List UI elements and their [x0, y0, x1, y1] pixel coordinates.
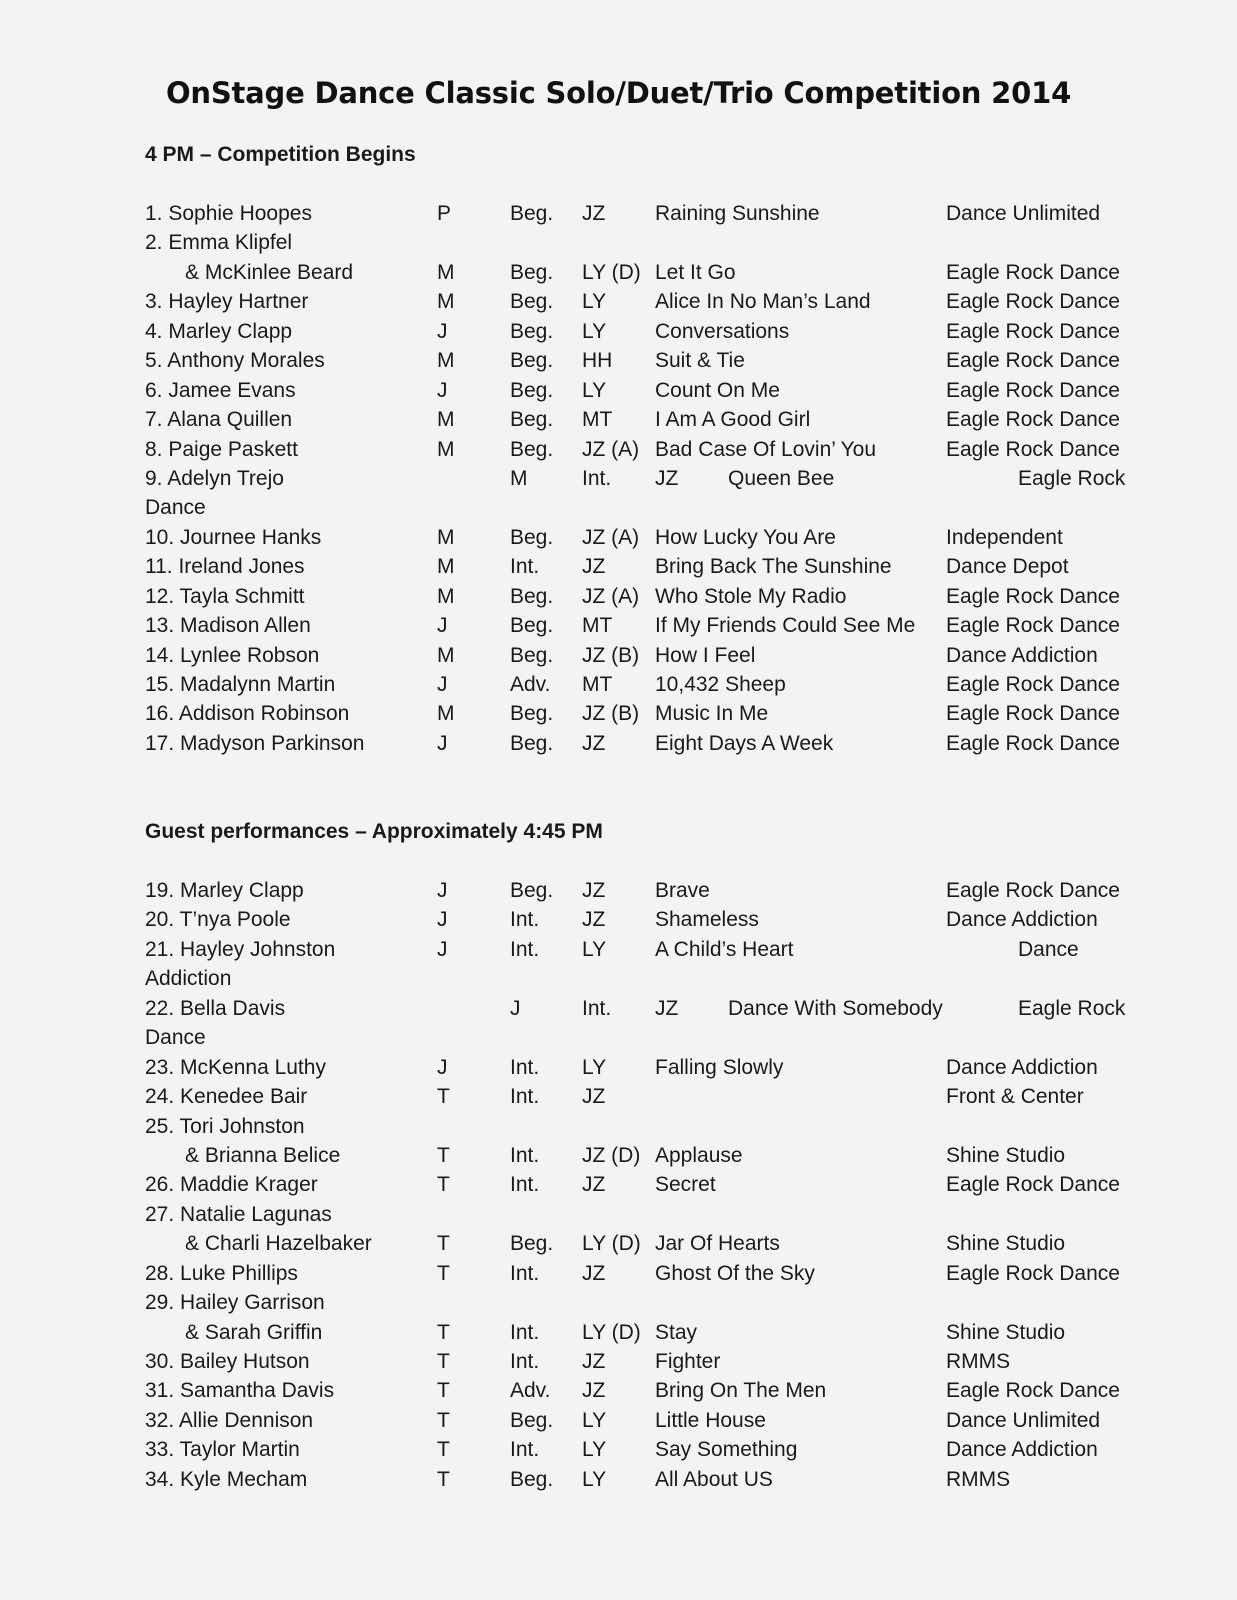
entry-song: 10,432 Sheep	[655, 673, 786, 696]
entry-level: Beg.	[510, 349, 554, 373]
table-row	[0, 611, 1237, 640]
entry-division: M	[437, 408, 455, 432]
entry-studio: Dance Depot	[946, 555, 1069, 579]
entry-level: Adv.	[510, 673, 551, 696]
table-row	[0, 228, 1237, 257]
entry-song: Bring Back The Sunshine	[655, 555, 892, 579]
entry-song: Suit & Tie	[655, 349, 745, 373]
entry-style: HH	[582, 349, 613, 373]
entry-song: Brave	[655, 879, 710, 902]
entry-level: Int.	[510, 1143, 540, 1167]
entry-studio: Eagle Rock Dance	[946, 731, 1120, 755]
entry-level: Beg.	[510, 408, 554, 432]
entry-song: Conversations	[655, 319, 790, 343]
entry-name: 22. Bella Davis	[145, 996, 286, 1020]
entry-style: LY	[582, 378, 607, 402]
entry-style: LY	[582, 1055, 607, 1079]
table-row	[0, 1200, 1237, 1229]
entry-studio: RMMS	[946, 1467, 1011, 1491]
entry-song: I Am A Good Girl	[655, 408, 811, 432]
entry-level: Int.	[582, 466, 612, 490]
entry-style: JZ	[582, 1379, 606, 1403]
entry-name: 25. Tori Johnston	[145, 1114, 305, 1138]
entry-song: Secret	[655, 1173, 716, 1197]
entry-name: 20. T’nya Poole	[145, 908, 291, 932]
entry-song: Who Stole My Radio	[655, 584, 847, 608]
entry-name-wrap: Addiction	[145, 967, 232, 991]
entry-division: T	[437, 1438, 450, 1462]
entry-style: JZ	[582, 1261, 606, 1285]
entry-division: J	[437, 673, 448, 696]
entry-level: Beg.	[510, 319, 554, 343]
entry-studio: Eagle Rock Dance	[946, 349, 1120, 373]
table-row	[0, 1376, 1237, 1405]
entry-division: M	[437, 555, 455, 579]
table-row	[0, 670, 1237, 699]
entry-name: 13. Madison Allen	[145, 614, 311, 638]
entry-name: 14. Lynlee Robson	[145, 643, 320, 667]
entry-studio: Eagle Rock Dance	[946, 437, 1120, 461]
entry-division: J	[437, 1055, 448, 1079]
entry-division: T	[437, 1261, 450, 1285]
table-row	[0, 1259, 1237, 1288]
entry-studio: Dance Addiction	[946, 643, 1098, 667]
entry-song: Raining Sunshine	[655, 202, 820, 225]
entry-division: J	[437, 731, 448, 755]
entry-name: 31. Samantha Davis	[145, 1379, 335, 1403]
entry-studio: Dance Addiction	[946, 908, 1098, 932]
entry-style: JZ	[655, 996, 679, 1020]
entry-level: Int.	[510, 1055, 540, 1079]
entry-name: 6. Jamee Evans	[145, 378, 296, 402]
entry-name: & McKinlee Beard	[185, 260, 354, 284]
entry-song: Bring On The Men	[655, 1379, 827, 1403]
entry-song: Ghost Of the Sky	[655, 1261, 815, 1285]
entry-name: 27. Natalie Lagunas	[145, 1202, 332, 1226]
entry-studio: Eagle Rock Dance	[946, 879, 1120, 902]
entry-division: M	[437, 702, 455, 726]
table-row	[0, 1347, 1237, 1376]
entry-division: T	[437, 1379, 450, 1403]
entry-name: 8. Paige Paskett	[145, 437, 298, 461]
entry-level: Beg.	[510, 614, 554, 638]
entry-level: Adv.	[510, 1379, 551, 1403]
entry-song: Jar Of Hearts	[655, 1232, 780, 1256]
entry-level: Beg.	[510, 1467, 554, 1491]
table-row	[0, 1318, 1237, 1347]
entry-division: J	[437, 908, 448, 932]
section-heading-competition: 4 PM – Competition Begins	[145, 143, 416, 166]
entry-name: 30. Bailey Hutson	[145, 1350, 310, 1373]
table-row	[0, 552, 1237, 581]
entry-style: JZ	[655, 466, 679, 490]
entry-song: Falling Slowly	[655, 1055, 784, 1079]
entry-style: JZ	[582, 1173, 606, 1197]
page-title: OnStage Dance Classic Solo/Duet/Trio Competition 2014	[165, 76, 1072, 110]
entry-style: LY	[582, 1467, 607, 1491]
table-row	[0, 1053, 1237, 1082]
entry-name: 9. Adelyn Trejo	[145, 466, 284, 490]
entry-level: Beg.	[510, 1232, 554, 1256]
entry-division: J	[437, 879, 448, 902]
entry-style: JZ (B)	[582, 702, 640, 726]
entry-song: Fighter	[655, 1350, 721, 1373]
entry-style: JZ	[582, 1350, 606, 1373]
entry-division: M	[437, 643, 455, 667]
entry-division: M	[437, 584, 455, 608]
table-row	[0, 876, 1237, 905]
table-row	[0, 1465, 1237, 1494]
entry-level: Beg.	[510, 643, 554, 667]
entry-division: M	[437, 260, 455, 284]
table-row	[0, 346, 1237, 375]
table-row	[0, 1229, 1237, 1258]
entry-studio: Shine Studio	[946, 1320, 1066, 1344]
entry-name: 21. Hayley Johnston	[145, 937, 336, 961]
entry-song: Say Something	[655, 1438, 798, 1462]
entry-name: & Brianna Belice	[185, 1143, 341, 1167]
entry-division: T	[437, 1320, 450, 1344]
entry-level: Int.	[510, 937, 540, 961]
entry-name: 7. Alana Quillen	[145, 408, 293, 432]
entry-division: M	[510, 466, 528, 490]
entry-style: JZ (B)	[582, 643, 640, 667]
entry-song: Music In Me	[655, 702, 769, 726]
entry-studio: Eagle Rock Dance	[946, 1379, 1120, 1403]
entry-studio: Shine Studio	[946, 1232, 1066, 1256]
entry-level: Int.	[510, 1173, 540, 1197]
table-row	[0, 641, 1237, 670]
entry-division: T	[437, 1467, 450, 1491]
entry-level: Int.	[510, 1350, 540, 1373]
entry-style: JZ (A)	[582, 525, 640, 549]
entry-level: Beg.	[510, 879, 554, 902]
entry-name: 24. Kenedee Bair	[145, 1085, 308, 1109]
entry-studio: RMMS	[946, 1350, 1011, 1373]
entry-name: 5. Anthony Morales	[145, 349, 325, 373]
entry-studio: Eagle Rock Dance	[946, 260, 1120, 284]
entry-name: 33. Taylor Martin	[145, 1438, 300, 1462]
entry-level: Beg.	[510, 290, 554, 314]
entry-style: MT	[582, 673, 613, 696]
entry-level: Beg.	[510, 1408, 554, 1432]
entry-style: LY (D)	[582, 1320, 641, 1344]
table-row	[0, 1141, 1237, 1170]
entry-division: J	[510, 996, 521, 1020]
entry-song: Dance With Somebody	[728, 996, 943, 1020]
entry-division: T	[437, 1173, 450, 1197]
section-heading-guest: Guest performances – Approximately 4:45 PM	[145, 820, 603, 843]
entry-style: LY (D)	[582, 1232, 641, 1256]
entry-style: JZ (A)	[582, 584, 640, 608]
table-row	[0, 1288, 1237, 1317]
entry-style: JZ (D)	[582, 1143, 641, 1167]
table-row	[0, 582, 1237, 611]
entry-song: Alice In No Man’s Land	[655, 290, 871, 314]
entry-studio: Eagle Rock Dance	[946, 1173, 1120, 1197]
entry-name: 4. Marley Clapp	[145, 319, 293, 343]
table-row	[0, 1406, 1237, 1435]
entry-style: JZ	[582, 202, 606, 225]
entry-level: Int.	[582, 996, 612, 1020]
entry-song: If My Friends Could See Me	[655, 614, 916, 638]
entry-name: & Sarah Griffin	[185, 1320, 323, 1344]
table-row	[0, 258, 1237, 287]
table-row	[0, 1112, 1237, 1141]
table-row	[0, 994, 1237, 1023]
entry-style: JZ (A)	[582, 437, 640, 461]
table-row	[0, 287, 1237, 316]
entry-name: 16. Addison Robinson	[145, 702, 350, 726]
entry-level: Beg.	[510, 260, 554, 284]
entry-studio: Dance	[1018, 937, 1079, 961]
entry-style: JZ	[582, 731, 606, 755]
entry-studio: Eagle Rock Dance	[946, 319, 1120, 343]
entry-name: 29. Hailey Garrison	[145, 1291, 325, 1315]
entry-studio: Eagle Rock Dance	[946, 673, 1120, 696]
table-row	[0, 199, 1237, 228]
entry-division: M	[437, 290, 455, 314]
entry-studio: Dance Unlimited	[946, 202, 1101, 225]
entry-division: M	[437, 437, 455, 461]
entry-name-wrap: Dance	[145, 1026, 206, 1050]
entry-studio: Eagle Rock Dance	[946, 408, 1120, 432]
table-row	[0, 729, 1237, 758]
entry-level: Beg.	[510, 702, 554, 726]
entry-name: 3. Hayley Hartner	[145, 290, 309, 314]
entry-studio: Eagle Rock Dance	[946, 702, 1120, 726]
entry-style: JZ	[582, 879, 606, 902]
entry-song: Little House	[655, 1408, 766, 1432]
table-row	[0, 1023, 1237, 1052]
entry-style: LY	[582, 319, 607, 343]
entry-name: 28. Luke Phillips	[145, 1261, 298, 1285]
entry-song: Shameless	[655, 908, 759, 932]
entry-style: LY	[582, 937, 607, 961]
entry-division: J	[437, 378, 448, 402]
entry-division: P	[437, 202, 452, 225]
entry-song: Queen Bee	[728, 466, 835, 490]
entry-division: M	[437, 349, 455, 373]
entry-name-wrap: Dance	[145, 496, 206, 520]
entry-style: JZ	[582, 1085, 606, 1109]
entry-level: Int.	[510, 1085, 540, 1109]
entry-name: & Charli Hazelbaker	[185, 1232, 372, 1256]
entry-style: LY	[582, 290, 607, 314]
table-row	[0, 935, 1237, 964]
entry-studio: Dance Unlimited	[946, 1408, 1101, 1432]
entry-style: MT	[582, 408, 613, 432]
entry-studio: Eagle Rock Dance	[946, 614, 1120, 638]
entry-studio: Front & Center	[946, 1085, 1084, 1109]
entry-name: 34. Kyle Mecham	[145, 1467, 308, 1491]
entry-studio: Eagle Rock Dance	[946, 584, 1120, 608]
entry-song: Let It Go	[655, 260, 736, 284]
entry-song: Bad Case Of Lovin’ You	[655, 437, 877, 461]
entry-studio: Dance Addiction	[946, 1438, 1098, 1462]
entry-style: LY (D)	[582, 260, 641, 284]
entry-division: T	[437, 1408, 450, 1432]
entry-name: 32. Allie Dennison	[145, 1408, 314, 1432]
entry-level: Beg.	[510, 731, 554, 755]
entry-level: Beg.	[510, 437, 554, 461]
entry-song: All About US	[655, 1467, 773, 1491]
entry-studio: Eagle Rock	[1018, 996, 1126, 1020]
table-row	[0, 317, 1237, 346]
entry-song: How Lucky You Are	[655, 525, 836, 549]
entry-studio: Eagle Rock Dance	[946, 290, 1120, 314]
entry-division: M	[437, 525, 455, 549]
entry-style: JZ	[582, 555, 606, 579]
entry-name: 11. Ireland Jones	[145, 555, 305, 579]
entry-division: T	[437, 1143, 450, 1167]
entry-level: Int.	[510, 555, 540, 579]
entry-studio: Shine Studio	[946, 1143, 1066, 1167]
entry-division: T	[437, 1085, 450, 1109]
table-row	[0, 464, 1237, 493]
entry-name: 10. Journee Hanks	[145, 525, 322, 549]
table-row	[0, 435, 1237, 464]
entry-name: 2. Emma Klipfel	[145, 231, 293, 255]
entry-level: Int.	[510, 908, 540, 932]
entry-song: A Child’s Heart	[655, 937, 794, 961]
table-row	[0, 905, 1237, 934]
entry-song: Stay	[655, 1320, 698, 1344]
table-row	[0, 1435, 1237, 1464]
entry-studio: Independent	[946, 525, 1063, 549]
table-row	[0, 405, 1237, 434]
entry-division: T	[437, 1232, 450, 1256]
entry-song: Eight Days A Week	[655, 731, 834, 755]
entry-name: 26. Maddie Krager	[145, 1173, 318, 1197]
entry-song: Count On Me	[655, 378, 780, 402]
schedule-list-guest	[0, 876, 1237, 1494]
entry-name: 19. Marley Clapp	[145, 879, 304, 902]
table-row	[0, 1082, 1237, 1111]
table-row	[0, 964, 1237, 993]
entry-name: 17. Madyson Parkinson	[145, 731, 365, 755]
entry-name: 12. Tayla Schmitt	[145, 584, 305, 608]
entry-level: Beg.	[510, 378, 554, 402]
entry-style: LY	[582, 1408, 607, 1432]
entry-level: Beg.	[510, 525, 554, 549]
entry-studio: Eagle Rock Dance	[946, 1261, 1120, 1285]
entry-name: 23. McKenna Luthy	[145, 1055, 326, 1079]
entry-division: J	[437, 614, 448, 638]
entry-studio: Eagle Rock	[1018, 466, 1126, 490]
entry-studio: Eagle Rock Dance	[946, 378, 1120, 402]
entry-level: Int.	[510, 1320, 540, 1344]
entry-style: JZ	[582, 908, 606, 932]
entry-division: J	[437, 319, 448, 343]
table-row	[0, 376, 1237, 405]
table-row	[0, 1170, 1237, 1199]
entry-style: MT	[582, 614, 613, 638]
entry-level: Beg.	[510, 584, 554, 608]
entry-level: Beg.	[510, 202, 554, 225]
entry-level: Int.	[510, 1438, 540, 1462]
table-row	[0, 493, 1237, 522]
entry-division: J	[437, 937, 448, 961]
entry-song: Applause	[655, 1143, 743, 1167]
entry-division: T	[437, 1350, 450, 1373]
entry-level: Int.	[510, 1261, 540, 1285]
entry-studio: Dance Addiction	[946, 1055, 1098, 1079]
entry-name: 15. Madalynn Martin	[145, 673, 336, 696]
entry-song: How I Feel	[655, 643, 756, 667]
entry-style: LY	[582, 1438, 607, 1462]
entry-name: 1. Sophie Hoopes	[145, 202, 312, 225]
table-row	[0, 523, 1237, 552]
table-row	[0, 699, 1237, 728]
schedule-list-competition	[0, 199, 1237, 758]
